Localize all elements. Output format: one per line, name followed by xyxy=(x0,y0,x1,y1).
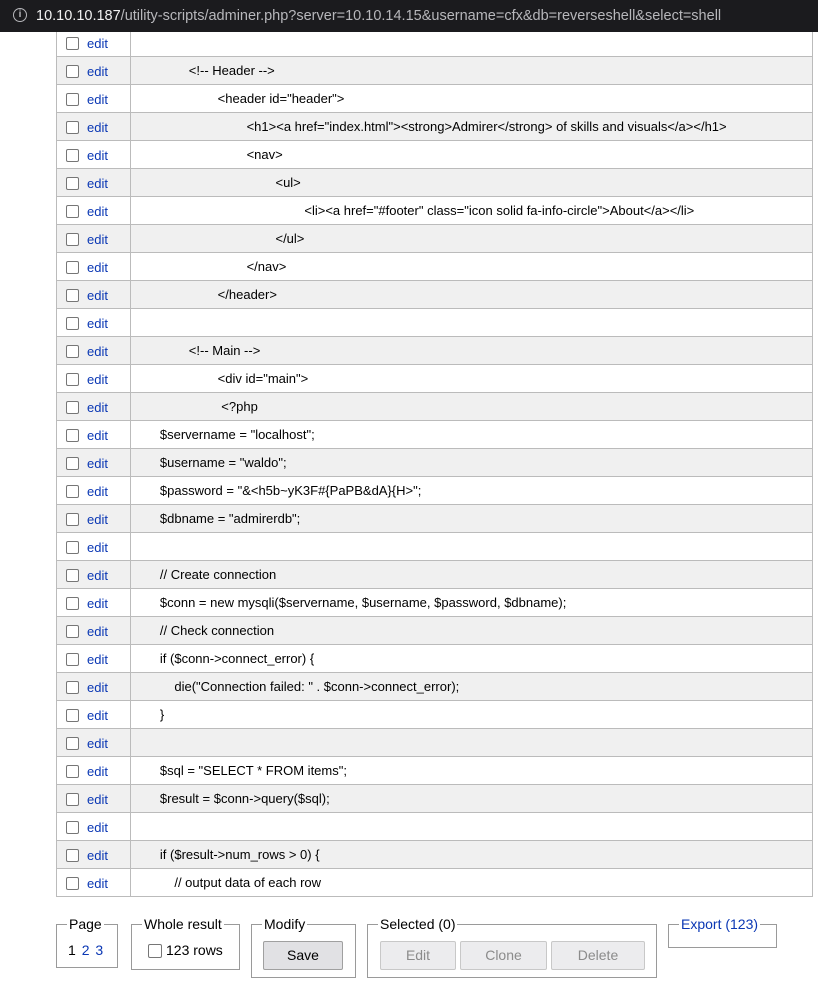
row-checkbox[interactable] xyxy=(66,205,79,218)
table-row xyxy=(57,673,813,701)
row-value: } xyxy=(131,701,813,729)
row-controls xyxy=(57,673,131,701)
page-link-3[interactable]: 3 xyxy=(95,942,104,958)
row-controls xyxy=(57,169,131,197)
row-edit-link[interactable]: edit xyxy=(87,791,108,807)
address-bar[interactable] xyxy=(0,0,818,32)
row-edit-link[interactable]: edit xyxy=(87,511,108,527)
row-edit-link[interactable]: edit xyxy=(87,623,108,639)
row-value: <!-- Main --> xyxy=(131,337,813,365)
row-value xyxy=(131,32,813,57)
clone-selected-button[interactable]: Clone xyxy=(460,941,547,970)
row-edit-link[interactable]: edit xyxy=(87,119,108,135)
row-edit-link[interactable]: edit xyxy=(87,735,108,751)
results-grid xyxy=(56,32,818,904)
row-value xyxy=(131,729,813,757)
row-checkbox[interactable] xyxy=(66,289,79,302)
row-value: $sql = "SELECT * FROM items"; xyxy=(131,757,813,785)
row-value: </header> xyxy=(131,281,813,309)
row-edit-link[interactable]: edit xyxy=(87,203,108,219)
row-controls xyxy=(57,113,131,141)
table-row xyxy=(57,225,813,253)
table-row xyxy=(57,309,813,337)
row-edit-link[interactable]: edit xyxy=(87,35,108,51)
row-controls xyxy=(57,32,131,57)
row-controls xyxy=(57,505,131,533)
url-host: 10.10.10.187 xyxy=(36,8,121,24)
table-row xyxy=(57,141,813,169)
row-value: <nav> xyxy=(131,141,813,169)
row-checkbox[interactable] xyxy=(66,821,79,834)
row-checkbox[interactable] xyxy=(66,681,79,694)
table-row xyxy=(57,561,813,589)
row-edit-link[interactable]: edit xyxy=(87,707,108,723)
row-value: <div id="main"> xyxy=(131,365,813,393)
table-row xyxy=(57,477,813,505)
results-body xyxy=(57,32,813,897)
table-row xyxy=(57,337,813,365)
row-value: <li><a href="#footer" class="icon solid fa-info-circle">About</a></li> xyxy=(131,197,813,225)
row-controls xyxy=(57,393,131,421)
table-row xyxy=(57,393,813,421)
row-value: $dbname = "admirerdb"; xyxy=(131,505,813,533)
row-value: $password = "&<h5b~yK3F#{PaPB&dA}{H>"; xyxy=(131,477,813,505)
table-row xyxy=(57,757,813,785)
row-value: $servername = "localhost"; xyxy=(131,421,813,449)
row-edit-link[interactable]: edit xyxy=(87,567,108,583)
row-controls xyxy=(57,337,131,365)
row-edit-link[interactable]: edit xyxy=(87,595,108,611)
table-row xyxy=(57,85,813,113)
modify-legend: Modify xyxy=(264,916,306,932)
info-icon[interactable]: i xyxy=(13,8,27,22)
row-value: $username = "waldo"; xyxy=(131,449,813,477)
row-value: if ($result->num_rows > 0) { xyxy=(131,841,813,869)
row-controls xyxy=(57,841,131,869)
row-checkbox[interactable] xyxy=(66,233,79,246)
row-checkbox[interactable] xyxy=(66,737,79,750)
row-controls xyxy=(57,869,131,897)
table-row xyxy=(57,169,813,197)
row-value: // output data of each row xyxy=(131,869,813,897)
row-edit-link[interactable]: edit xyxy=(87,259,108,275)
row-value: </ul> xyxy=(131,225,813,253)
row-controls xyxy=(57,477,131,505)
row-controls xyxy=(57,533,131,561)
row-edit-link[interactable]: edit xyxy=(87,483,108,499)
row-checkbox[interactable] xyxy=(66,65,79,78)
row-value xyxy=(131,309,813,337)
table-row xyxy=(57,645,813,673)
save-button[interactable]: Save xyxy=(263,941,343,970)
row-value: <header id="header"> xyxy=(131,85,813,113)
table-row xyxy=(57,57,813,85)
row-edit-link[interactable]: edit xyxy=(87,875,108,891)
row-controls xyxy=(57,617,131,645)
row-edit-link[interactable]: edit xyxy=(87,539,108,555)
url-text[interactable] xyxy=(36,0,721,32)
row-checkbox[interactable] xyxy=(66,121,79,134)
row-checkbox[interactable] xyxy=(66,373,79,386)
whole-result-legend: Whole result xyxy=(144,916,222,932)
row-checkbox[interactable] xyxy=(66,261,79,274)
row-checkbox[interactable] xyxy=(66,877,79,890)
table-row xyxy=(57,32,813,57)
table-row xyxy=(57,729,813,757)
row-edit-link[interactable]: edit xyxy=(87,175,108,191)
table-row xyxy=(57,701,813,729)
row-checkbox[interactable] xyxy=(66,345,79,358)
row-value: die("Connection failed: " . $conn->connect_error); xyxy=(131,673,813,701)
table-row xyxy=(57,533,813,561)
row-controls xyxy=(57,785,131,813)
row-value: <!-- Header --> xyxy=(131,57,813,85)
table-row xyxy=(57,253,813,281)
row-controls xyxy=(57,729,131,757)
current-page: 1 xyxy=(68,942,76,958)
row-edit-link[interactable]: edit xyxy=(87,63,108,79)
row-value: // Check connection xyxy=(131,617,813,645)
url-path: /utility-scripts/adminer.php?server=10.10.14.15&username=cfx&db=reverseshell&select=shell xyxy=(120,8,722,24)
row-controls xyxy=(57,421,131,449)
table-row xyxy=(57,113,813,141)
row-edit-link[interactable]: edit xyxy=(87,371,108,387)
row-controls xyxy=(57,225,131,253)
table-row xyxy=(57,197,813,225)
row-controls xyxy=(57,589,131,617)
row-controls xyxy=(57,281,131,309)
table-row xyxy=(57,505,813,533)
whole-result-checkbox[interactable] xyxy=(148,944,162,958)
row-checkbox[interactable] xyxy=(66,149,79,162)
row-controls xyxy=(57,561,131,589)
row-value: </nav> xyxy=(131,253,813,281)
row-checkbox[interactable] xyxy=(66,849,79,862)
row-checkbox[interactable] xyxy=(66,177,79,190)
row-edit-link[interactable]: edit xyxy=(87,455,108,471)
pagination xyxy=(68,942,103,958)
table-row xyxy=(57,449,813,477)
row-value: $result = $conn->query($sql); xyxy=(131,785,813,813)
row-checkbox[interactable] xyxy=(66,541,79,554)
row-checkbox[interactable] xyxy=(66,625,79,638)
row-checkbox[interactable] xyxy=(66,765,79,778)
row-checkbox[interactable] xyxy=(66,93,79,106)
row-edit-link[interactable]: edit xyxy=(87,91,108,107)
row-controls xyxy=(57,141,131,169)
row-checkbox[interactable] xyxy=(66,513,79,526)
row-value: <h1><a href="index.html"><strong>Admirer</strong> of skills and visuals</a></h1> xyxy=(131,113,813,141)
row-value xyxy=(131,533,813,561)
row-edit-link[interactable]: edit xyxy=(87,343,108,359)
row-controls xyxy=(57,57,131,85)
edit-selected-button[interactable]: Edit xyxy=(380,941,456,970)
selected-legend: Selected (0) xyxy=(380,916,456,932)
results-table xyxy=(56,32,813,897)
row-controls xyxy=(57,645,131,673)
row-edit-link[interactable]: edit xyxy=(87,651,108,667)
table-row xyxy=(57,421,813,449)
row-value xyxy=(131,813,813,841)
table-row xyxy=(57,365,813,393)
row-edit-link[interactable]: edit xyxy=(87,231,108,247)
row-controls xyxy=(57,197,131,225)
row-edit-link[interactable]: edit xyxy=(87,399,108,415)
table-row xyxy=(57,869,813,897)
row-controls xyxy=(57,365,131,393)
row-checkbox[interactable] xyxy=(66,597,79,610)
table-row xyxy=(57,281,813,309)
page-link-2[interactable]: 2 xyxy=(81,942,90,958)
row-edit-link[interactable]: edit xyxy=(87,427,108,443)
table-row xyxy=(57,841,813,869)
row-controls xyxy=(57,757,131,785)
row-checkbox[interactable] xyxy=(66,457,79,470)
row-edit-link[interactable]: edit xyxy=(87,679,108,695)
row-edit-link[interactable]: edit xyxy=(87,315,108,331)
row-value: // Create connection xyxy=(131,561,813,589)
row-edit-link[interactable]: edit xyxy=(87,847,108,863)
row-checkbox[interactable] xyxy=(66,485,79,498)
row-controls xyxy=(57,85,131,113)
row-value: if ($conn->connect_error) { xyxy=(131,645,813,673)
table-row xyxy=(57,813,813,841)
row-controls xyxy=(57,449,131,477)
table-row xyxy=(57,785,813,813)
row-edit-link[interactable]: edit xyxy=(87,819,108,835)
row-controls xyxy=(57,253,131,281)
row-controls xyxy=(57,309,131,337)
row-value: <ul> xyxy=(131,169,813,197)
row-checkbox[interactable] xyxy=(66,569,79,582)
row-checkbox[interactable] xyxy=(66,793,79,806)
row-value: <?php xyxy=(131,393,813,421)
delete-selected-button[interactable]: Delete xyxy=(551,941,645,970)
whole-result-label[interactable]: 123 rows xyxy=(166,942,223,958)
row-edit-link[interactable]: edit xyxy=(87,147,108,163)
row-checkbox[interactable] xyxy=(66,429,79,442)
row-value: $conn = new mysqli($servername, $username, $password, $dbname); xyxy=(131,589,813,617)
row-controls xyxy=(57,813,131,841)
row-checkbox[interactable] xyxy=(66,709,79,722)
export-link[interactable]: Export (123) xyxy=(681,916,759,932)
row-edit-link[interactable]: edit xyxy=(87,287,108,303)
row-checkbox[interactable] xyxy=(66,317,79,330)
table-row xyxy=(57,589,813,617)
export-fieldset xyxy=(668,916,777,948)
row-checkbox[interactable] xyxy=(66,653,79,666)
row-controls xyxy=(57,701,131,729)
page-legend: Page xyxy=(69,916,102,932)
row-checkbox[interactable] xyxy=(66,401,79,414)
row-checkbox[interactable] xyxy=(66,37,79,50)
row-edit-link[interactable]: edit xyxy=(87,763,108,779)
table-row xyxy=(57,617,813,645)
